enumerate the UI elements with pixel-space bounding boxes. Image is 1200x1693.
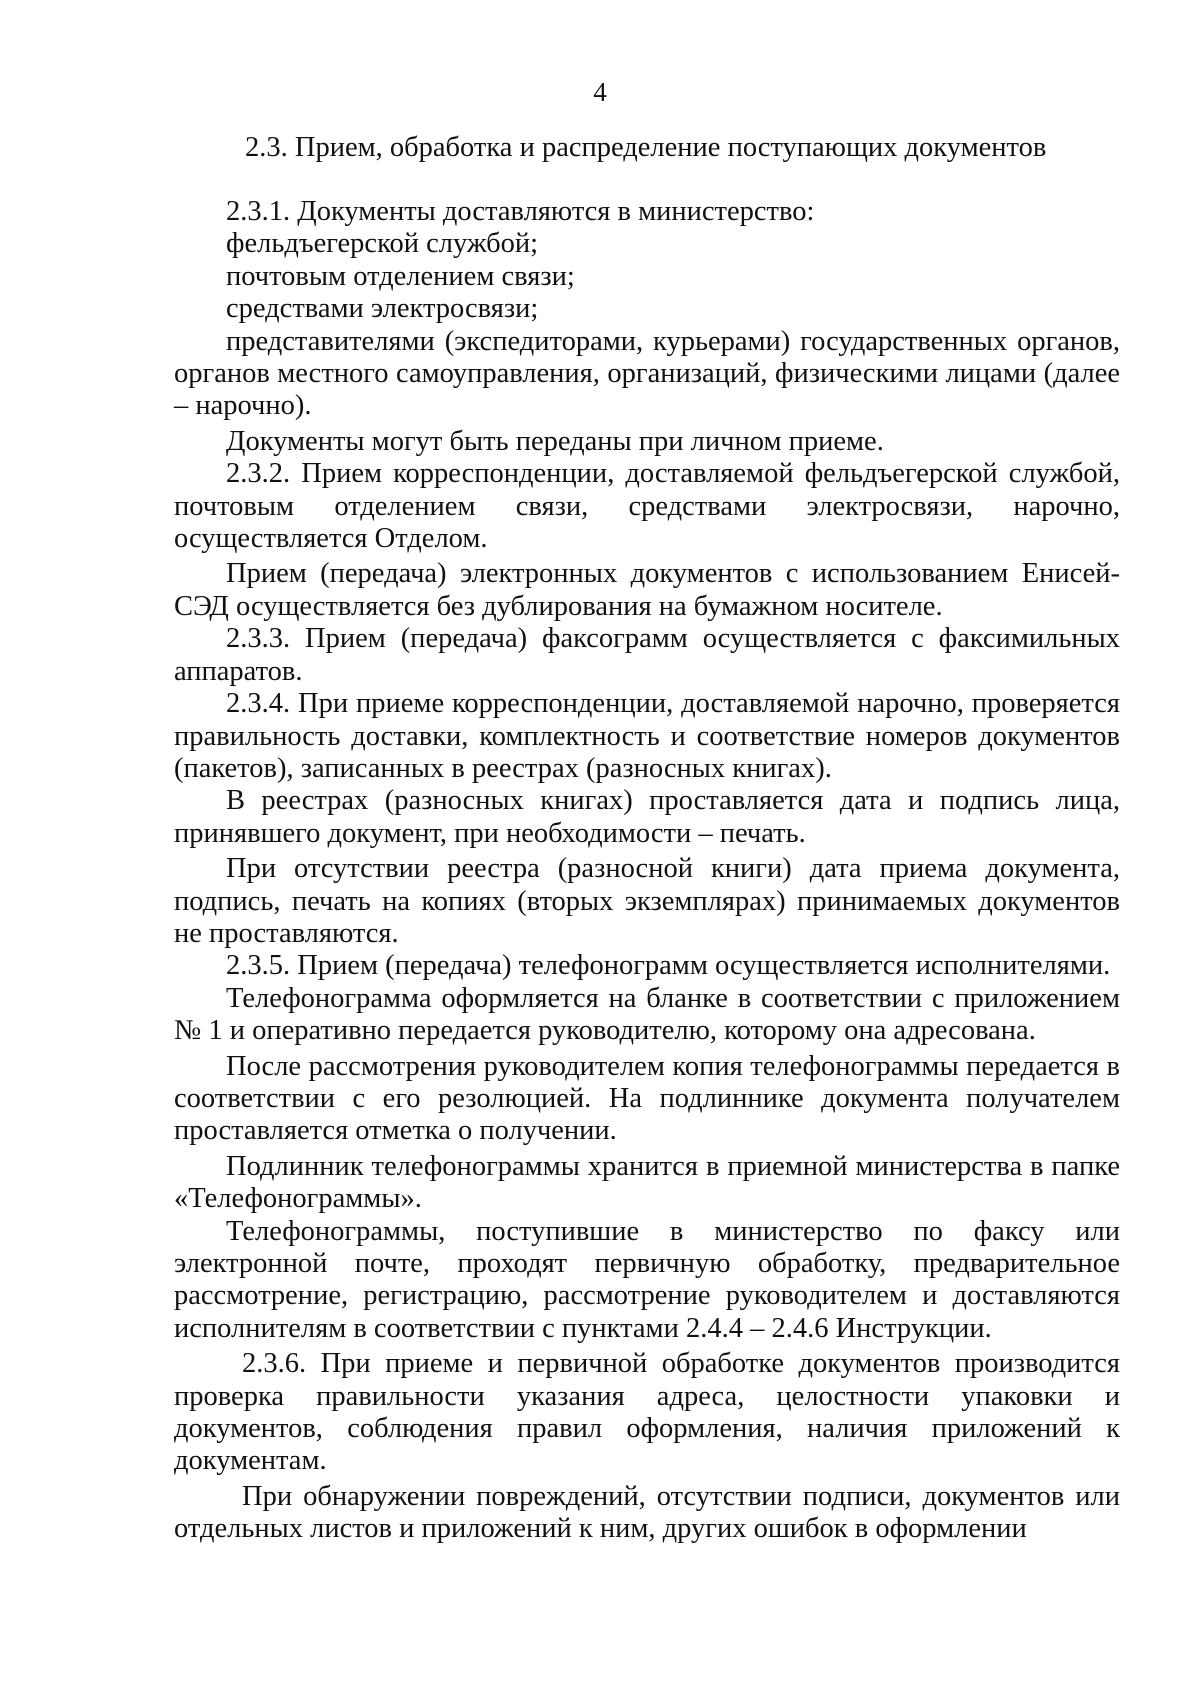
- paragraph-2-3-2: 2.3.2. Прием корреспонденции, доставляемой фельдъегерской службой, почтовым отделением связи, средствами электросвязи, нарочно, осуществляется Отделом.: [174, 458, 1120, 555]
- paragraph-2-3-4: 2.3.4. При приеме корреспонденции, доставляемой нарочно, проверяется правильность доставки, комплектность и соответствие номеров документов (пакетов), записанных в реестрах (разносных книгах).: [174, 688, 1120, 784]
- paragraph-no-register: При отсутствии реестра (разносной книги) дата приема документа, подпись, печать на копиях (вторых экземплярах) принимаемых документов не проставляются.: [174, 853, 1120, 949]
- page-number: 4: [593, 77, 607, 107]
- paragraph-after-review: После рассмотрения руководителем копия телефонограммы передается в соответствии с его резолюцией. На подлиннике документа получателем проставляется отметка о получении.: [174, 1050, 1120, 1147]
- paragraph-personal-reception: Документы могут быть переданы при личном приеме.: [226, 425, 884, 457]
- document-body: [174, 196, 1120, 1546]
- list-item-telecom: средствами электросвязи;: [226, 293, 539, 325]
- list-item-representatives: представителями (экспедиторами, курьерами) государственных органов, органов местного самоуправления, организаций, физическими лицами (далее – нарочно).: [174, 325, 1120, 422]
- section-heading: 2.3. Прием, обработка и распределение поступающих документов: [245, 132, 1047, 163]
- paragraph-fax-email: Телефонограммы, поступившие в министерство по факсу или электронной почте, проходят первичную обработку, предварительное рассмотрение, регистрацию, рассмотрение руководителем и доставляются исполнителям в соответствии с пунктами 2.4.4 – 2.4.6 Инструкции.: [174, 1215, 1120, 1344]
- paragraph-2-3-1: 2.3.1. Документы доставляются в министерство:: [226, 196, 815, 227]
- paragraph-2-3-6: 2.3.6. При приеме и первичной обработке документов производится проверка правильности указания адреса, целостности упаковки и документов, соблюдения правил оформления, наличия приложений к документам.: [174, 1348, 1120, 1477]
- paragraph-original-storage: Подлинник телефонограммы хранится в приемной министерства в папке «Телефонограммы».: [174, 1150, 1120, 1215]
- paragraph-2-3-5: 2.3.5. Прием (передача) телефонограмм осуществляется исполнителями.: [226, 950, 1111, 982]
- paragraph-telephonogram-form: Телефонограмма оформляется на бланке в соответствии с приложением № 1 и оперативно передается руководителю, которому она адресована.: [174, 982, 1120, 1047]
- paragraph-electronic-documents: Прием (передача) электронных документов с использованием Енисей-СЭД осуществляется без дублирования на бумажном носителе.: [174, 558, 1120, 622]
- paragraph-2-3-3: 2.3.3. Прием (передача) факсограмм осуществляется с факсимильных аппаратов.: [174, 623, 1120, 687]
- list-item-courier: фельдъегерской службой;: [226, 228, 539, 260]
- list-item-post: почтовым отделением связи;: [226, 260, 575, 292]
- paragraph-registers: В реестрах (разносных книгах) проставляется дата и подпись лица, принявшего документ, при необходимости – печать.: [174, 785, 1120, 849]
- paragraph-damage-found: При обнаружении повреждений, отсутствии подписи, документов или отдельных листов и приложений к ним, других ошибок в оформлении: [174, 1480, 1120, 1545]
